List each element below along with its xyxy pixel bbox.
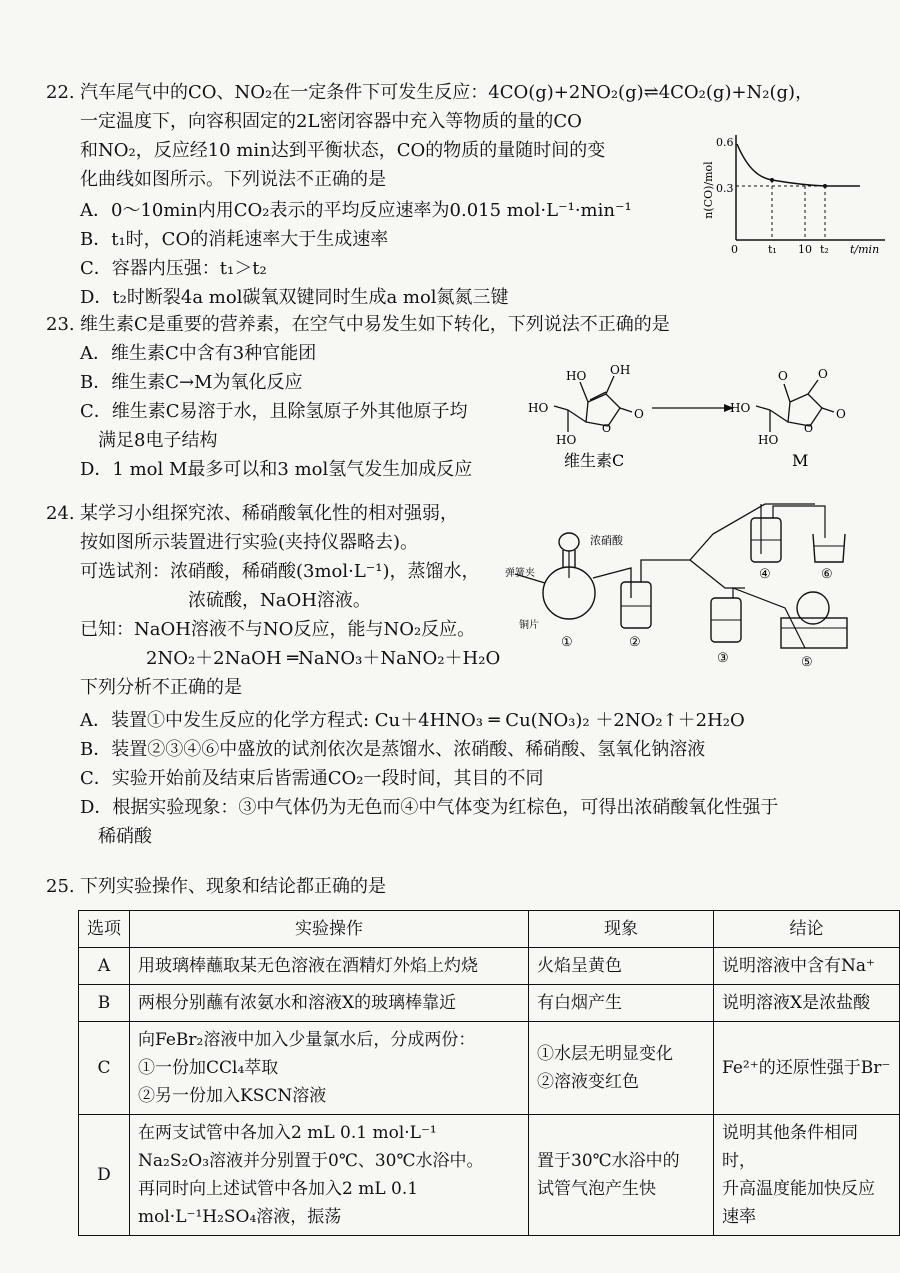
option-d: D．1 mol M最多可以和3 mol氢气发生加成反应 <box>80 459 473 480</box>
option-d-cont: 稀硝酸 <box>98 826 152 847</box>
operation-line: 向FeBr₂溶液中加入少量氯水后，分成两份： <box>138 1030 476 1050</box>
option-a: A．维生素C中含有3种官能团 <box>80 343 317 364</box>
header-operation: 实验操作 <box>130 911 529 948</box>
row-conclusion: 说明溶液中含有Na⁺ <box>714 948 900 985</box>
phenomenon-line: 置于30℃水浴中的 <box>537 1151 680 1171</box>
beaker-6 <box>813 534 845 562</box>
dropping-funnel <box>559 533 579 551</box>
question-stem-line: 维生素C是重要的营养素，在空气中易发生如下转化，下列说法不正确的是 <box>80 314 670 335</box>
option-c: C．维生素C易溶于水，且除氢原子外其他原子均 <box>80 401 468 422</box>
phenomenon-line: 试管气泡产生快 <box>537 1179 656 1199</box>
question-stem-line: 下列分析不正确的是 <box>80 677 242 698</box>
row-phenomenon <box>529 1115 714 1236</box>
row-conclusion: Fe²⁺的还原性强于Br⁻ <box>714 1022 900 1115</box>
row-phenomenon: 火焰呈黄色 <box>529 948 714 985</box>
question-stem-line: 一定温度下，向容积固定的2L密闭容器中充入等物质的量的CO <box>80 111 582 132</box>
atom-o: O <box>818 367 828 381</box>
operation-line: Na₂S₂O₃溶液并分别置于0℃、30℃水浴中。 <box>138 1151 484 1171</box>
option-c: C．容器内压强：t₁＞t₂ <box>80 258 267 279</box>
group-ho: HO <box>556 433 577 447</box>
question-stem-line: 某学习小组探究浓、稀硝酸氧化性的相对强弱， <box>80 503 458 524</box>
row-operation: 用玻璃棒蘸取某无色溶液在酒精灯外焰上灼烧 <box>130 948 529 985</box>
x-tick-t1: t₁ <box>768 243 777 255</box>
flask-5 <box>797 592 829 624</box>
equation-line: 2NO₂＋2NaOH ═NaNO₃＋NaNO₂＋H₂O <box>146 648 501 669</box>
phenomenon-line: ①水层无明显变化 <box>537 1044 673 1064</box>
operation-line: 在两支试管中各加入2 mL 0.1 mol·L⁻¹ <box>138 1123 437 1143</box>
question-stem-line: 可选试剂：浓硝酸，稀硝酸(3mol·L⁻¹)，蒸馏水， <box>80 561 480 582</box>
vitamin-c-structure <box>528 363 644 470</box>
question-stem-line: 浓硫酸，NaOH溶液。 <box>188 590 371 611</box>
experiment-table <box>78 910 900 1236</box>
row-operation: 两根分别蘸有浓氨水和溶液X的玻璃棒靠近 <box>130 985 529 1022</box>
label-copper: 铜片 <box>519 620 539 631</box>
question-stem-line: 按如图所示装置进行实验(夹持仪器略去)。 <box>80 532 419 553</box>
question-stem-line: 汽车尾气中的CO、NO₂在一定条件下可发生反应：4CO(g)+2NO₂(g)⇌4CO₂(g)+N₂(g)， <box>80 82 814 103</box>
row-phenomenon <box>529 1022 714 1115</box>
atom-o: O <box>804 422 814 435</box>
group-ho: HO <box>566 369 587 383</box>
vitamin-c-label: 维生素C <box>564 451 625 470</box>
question-number: 23. <box>46 314 75 335</box>
label-conc-nitric-acid: 浓硝酸 <box>590 534 623 547</box>
conclusion-line: 说明其他条件相同时， <box>722 1123 858 1171</box>
row-option: A <box>79 948 130 985</box>
number-4: ④ <box>759 567 771 582</box>
option-b: B．维生素C→M为氧化反应 <box>80 372 303 393</box>
number-1: ① <box>561 635 573 650</box>
table-header-row <box>79 911 900 948</box>
atom-o: O <box>602 422 612 435</box>
header-conclusion: 结论 <box>714 911 900 948</box>
option-a: A．装置①中发生反应的化学方程式: Cu＋4HNO₃ ═ Cu(NO₃)₂ ＋2NO₂↑＋2H₂O <box>80 710 745 731</box>
group-ho: HO <box>528 401 549 415</box>
row-option: D <box>79 1115 130 1236</box>
question-stem-line: 下列实验操作、现象和结论都正确的是 <box>80 876 386 897</box>
table-row <box>79 1115 900 1236</box>
number-5: ⑤ <box>801 655 813 670</box>
row-operation <box>130 1022 529 1115</box>
table-row <box>79 948 900 985</box>
question-25 <box>46 872 886 901</box>
header-phenomenon: 现象 <box>529 911 714 948</box>
trough-5 <box>781 618 847 648</box>
gas-pipe <box>641 504 815 582</box>
question-number: 22. <box>46 82 75 103</box>
conclusion-line: 升高温度能加快反应 <box>722 1179 875 1199</box>
y-tick-0.3: 0.3 <box>716 182 734 195</box>
question-stem-line: 已知：NaOH溶液不与NO反应，能与NO₂反应。 <box>80 619 476 640</box>
number-3: ③ <box>717 651 729 666</box>
option-c: C．实验开始前及结束后皆需通CO₂一段时间，其目的不同 <box>80 768 544 789</box>
m-structure <box>730 367 846 470</box>
option-c-cont: 满足8电子结构 <box>98 430 218 451</box>
option-a: A．0～10min内用CO₂表示的平均反应速率为0.015 mol·L⁻¹·min⁻¹ <box>80 200 632 221</box>
question-number: 24. <box>46 503 75 524</box>
row-phenomenon: 有白烟产生 <box>529 985 714 1022</box>
x-tick-10: 10 <box>798 243 812 255</box>
question-stem-line: 化曲线如图所示。下列说法不正确的是 <box>80 169 386 190</box>
gas-pipe <box>690 560 745 588</box>
atom-o: O <box>634 407 644 421</box>
co-curve <box>737 144 860 186</box>
group-ho: HO <box>730 401 751 415</box>
operation-line: ①一份加CCl₄萃取 <box>138 1058 279 1078</box>
row-operation <box>130 1115 529 1236</box>
option-b: B．t₁时，CO的消耗速率大于生成速率 <box>80 229 389 250</box>
number-6: ⑥ <box>821 567 833 582</box>
bottle-2 <box>621 582 651 628</box>
question-number: 25. <box>46 876 75 897</box>
number-2: ② <box>629 635 641 650</box>
atom-o: O <box>778 369 788 383</box>
x-tick-0: 0 <box>731 243 738 255</box>
phenomenon-line: ②溶液变红色 <box>537 1072 639 1092</box>
table-row <box>79 985 900 1022</box>
m-label: M <box>792 451 809 470</box>
y-axis-label: n(CO)/mol <box>702 161 715 219</box>
atom-o: O <box>836 407 846 421</box>
co-amount-graph <box>700 130 890 255</box>
group-ho: HO <box>758 433 779 447</box>
row-option: B <box>79 985 130 1022</box>
option-d: D．根据实验现象：③中气体仍为无色而④中气体变为红棕色，可得出浓硝酸氧化性强于 <box>80 797 779 818</box>
table-row <box>79 1022 900 1115</box>
row-conclusion <box>714 1115 900 1236</box>
operation-line: ②另一份加入KSCN溶液 <box>138 1086 327 1106</box>
operation-line: mol·L⁻¹H₂SO₄溶液，振荡 <box>138 1207 342 1227</box>
y-tick-0.6: 0.6 <box>716 136 734 149</box>
group-oh: OH <box>610 363 631 377</box>
x-tick-t2: t₂ <box>820 243 829 255</box>
question-stem-line: 和NO₂，反应经10 min达到平衡状态，CO的物质的量随时间的变 <box>80 140 606 161</box>
row-conclusion: 说明溶液X是浓盐酸 <box>714 985 900 1022</box>
conclusion-line: 速率 <box>722 1207 756 1227</box>
option-b: B．装置②③④⑥中盛放的试剂依次是蒸馏水、浓硝酸、稀硝酸、氢氧化钠溶液 <box>80 739 706 760</box>
option-d: D．t₂时断裂4a mol碳氧双键同时生成a mol氮氮三键 <box>80 287 509 308</box>
header-option: 选项 <box>79 911 130 948</box>
x-axis-label: t/min <box>850 243 880 255</box>
vitamin-c-conversion <box>528 362 868 474</box>
apparatus-diagram <box>505 498 900 670</box>
row-option: C <box>79 1022 130 1115</box>
operation-line: 再同时向上述试管中各加入2 mL 0.1 <box>138 1179 419 1199</box>
label-spring-clip: 弹簧夹 <box>505 568 535 579</box>
